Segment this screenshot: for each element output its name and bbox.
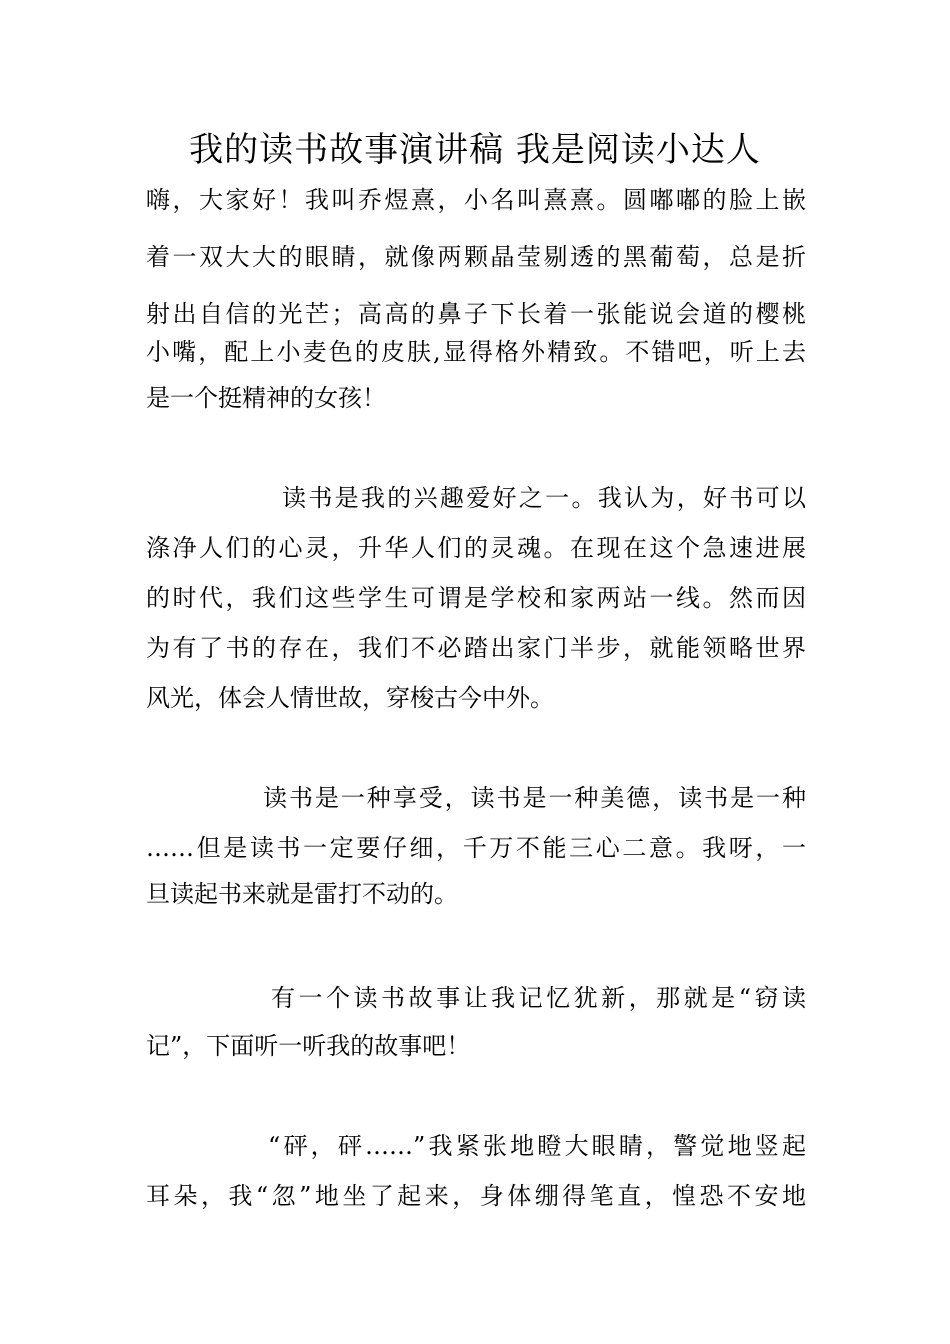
text-line: 嗨，大家好！我叫乔煜熹，小名叫熹熹。圆嘟嘟的脸上嵌 [146,186,806,214]
text-line: 记”，下面听一听我的故事吧！ [146,1032,471,1060]
text-line: ……但是读书一定要仔细，千万不能三心二意。我呀，一 [146,834,806,862]
text-line: 射出自信的光芒；高高的鼻子下长着一张能说会道的樱桃 [146,300,806,328]
text-line: 涤净人们的心灵，升华人们的灵魂。在现在这个急速进展 [146,534,806,562]
document-title: 我的读书故事演讲稿 我是阅读小达人 [189,130,761,170]
text-line: 风光，体会人情世故，穿梭古今中外。 [146,684,554,712]
text-line: 为有了书的存在，我们不必踏出家门半步，就能领略世界 [146,634,806,662]
text-line: 着一双大大的眼睛，就像两颗晶莹剔透的黑葡萄，总是折 [146,243,806,271]
text-line: “砰，砰……”我紧张地瞪大眼睛，警觉地竖起 [268,1132,806,1160]
text-line: 耳朵，我“忽”地坐了起来，身体绷得笔直，惶恐不安地 [146,1182,806,1210]
text-line: 小嘴，配上小麦色的皮肤,显得格外精致。不错吧，听上去 [146,338,806,366]
text-line: 旦读起书来就是雷打不动的。 [146,880,458,908]
text-line: 有一个读书故事让我记忆犹新，那就是“窃读 [271,984,806,1012]
text-line: 的时代，我们这些学生可谓是学校和家两站一线。然而因 [146,584,806,612]
text-line: 是一个挺精神的女孩！ [146,384,386,412]
text-line: 读书是一种享受，读书是一种美德，读书是一种 [263,784,806,812]
text-line: 读书是我的兴趣爱好之一。我认为，好书可以 [282,484,806,512]
